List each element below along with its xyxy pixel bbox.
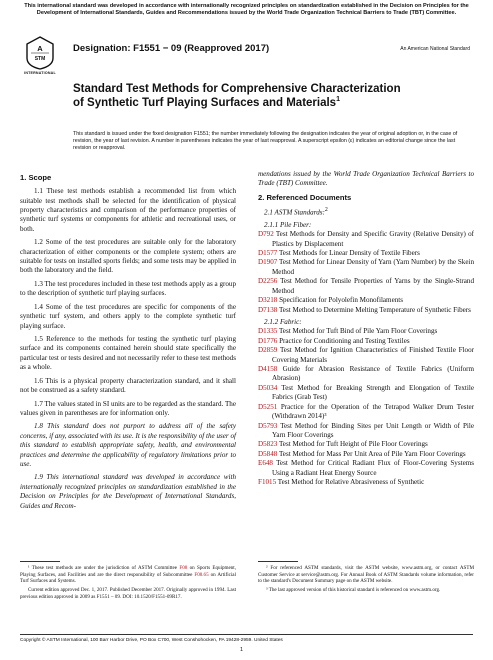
fabric-item bbox=[258, 337, 474, 346]
standard-link[interactable]: D1335 bbox=[258, 327, 278, 336]
copyright-footer: Copyright © ASTM International, 100 Barr Harbor Drive, PO Box C700, West Conshohocken, PA 19428-2959. United States bbox=[20, 638, 283, 643]
standard-title: Test Method for Relative Abrasiveness of Synthetic bbox=[276, 478, 425, 487]
standard-link[interactable]: D1907 bbox=[258, 258, 278, 267]
fabric-item bbox=[258, 459, 474, 478]
fabric-item bbox=[258, 327, 474, 336]
svg-text:STM: STM bbox=[34, 56, 46, 62]
scope-1-7: 1.7 The values stated in SI units are to be regarded as the standard. The values given in parentheses are for information only. bbox=[20, 399, 236, 417]
astm-logo bbox=[26, 36, 54, 70]
committee-link[interactable]: F08 bbox=[179, 565, 188, 571]
svg-text:A: A bbox=[37, 44, 43, 53]
footer-divider bbox=[20, 634, 473, 635]
scope-1-4: 1.4 Some of the test procedures are specific for components of the synthetic turf system, and others apply to the complete synthetic turf playing surface. bbox=[20, 302, 236, 330]
scope-1-1: 1.1 These test methods establish a recommended list from which suitable test methods shall be selected for the identification of physical property characteristics and comparison of the performance properties of synthetic turf systems or components for athletic and recreational uses, or both. bbox=[20, 187, 236, 233]
pile_fiber-item bbox=[258, 277, 474, 296]
title-footnote-mark[interactable]: 1 bbox=[336, 96, 340, 104]
standard-title: Specification for Polyolefin Monofilaments bbox=[277, 296, 404, 305]
astm-standards-label bbox=[264, 207, 474, 218]
standard-link[interactable]: D7138 bbox=[258, 305, 278, 314]
standard-link[interactable]: E648 bbox=[258, 459, 273, 468]
standard-link[interactable]: D1577 bbox=[258, 248, 278, 257]
fabric-label: 2.1.2 Fabric: bbox=[264, 317, 302, 326]
fabric-item bbox=[258, 450, 474, 459]
scope-1-8: 1.8 This standard does not purport to address all of the safety concerns, if any, associated with its use. It is the responsibility of the user of this standard to establish appropriate safety, health, and environmental practices and determine the applicability of regulatory limitations prior to use. bbox=[20, 422, 236, 469]
designation: Designation: F1551 − 09 (Reapproved 2017) bbox=[73, 43, 270, 54]
standard-link[interactable]: D5251 bbox=[258, 402, 278, 411]
footnote-3: ³ The last approved version of this historical standard is referenced on www.astm.org. bbox=[266, 587, 441, 594]
pile_fiber-item bbox=[258, 258, 474, 277]
left-column bbox=[20, 170, 236, 515]
fabric-item bbox=[258, 384, 474, 403]
footnote-1-text-c: on Artificial Turf Surfaces and Systems. bbox=[20, 571, 236, 585]
scope-1-3: 1.3 The test procedures included in these test methods apply as a group to the description of synthetic turf playing surfaces. bbox=[20, 279, 236, 298]
astm-footnote-mark[interactable]: 2 bbox=[324, 206, 328, 213]
pile-fiber-label: 2.1.1 Pile Fiber: bbox=[264, 220, 312, 229]
standard-link[interactable]: D2256 bbox=[258, 277, 278, 286]
pile_fiber-item bbox=[258, 230, 474, 249]
ans-label: An American National Standard bbox=[400, 46, 470, 52]
standard-link[interactable]: D3218 bbox=[258, 296, 278, 305]
right-column bbox=[258, 170, 474, 488]
standard-title: Test Method for Tuft Bind of Pile Yarn Floor Coverings bbox=[277, 327, 438, 336]
standard-title: Practice for Conditioning and Testing Textiles bbox=[277, 336, 410, 345]
pile_fiber-item bbox=[258, 296, 474, 305]
scope-1-9-continued: mendations issued by the World Trade Organization Technical Barriers to Trade (TBT) Committee. bbox=[258, 170, 474, 188]
astm-standards-text: 2.1 ASTM Standards: bbox=[264, 208, 325, 217]
fabric-item bbox=[258, 403, 474, 422]
standard-title: Test Methods for Linear Density of Textile Fibers bbox=[277, 248, 420, 257]
footnote-1 bbox=[20, 565, 236, 585]
pile-fiber-list bbox=[258, 230, 474, 315]
footnotes-right bbox=[258, 565, 474, 596]
standard-title: Test Method for Critical Radiant Flux of Floor-Covering Systems Using a Radiant Heat Energy Source bbox=[272, 459, 474, 477]
fabric-item bbox=[258, 365, 474, 384]
page-number: 1 bbox=[240, 647, 244, 653]
standard-link[interactable]: D792 bbox=[258, 230, 274, 239]
standard-title: Test Method for Linear Density of Yarn (Yarn Number) by the Skein Method bbox=[272, 258, 474, 276]
title-text: Standard Test Methods for Comprehensive Characterization of Synthetic Turf Playing Surfaces and Materials bbox=[73, 83, 401, 110]
fabric-item bbox=[258, 422, 474, 441]
footnote-2: ² For referenced ASTM standards, visit the ASTM website, www.astm.org, or contact ASTM Customer Service at service@astm.org. For Annual Book of ASTM Standards volume information, refer to the standard's Document Summary page on the ASTM website. bbox=[258, 565, 474, 585]
standard-title: Practice for the Operation of the Tetrapod Walker Drum Tester (Withdrawn 2014)³ bbox=[272, 402, 474, 421]
top-notice: This international standard was developed in accordance with internationally recognized principles on standardization established in the Decision on Principles for the Development of International Standards, Guides and Recommendations issued by the World Trade Organization Technical Barriers to Trade (TBT) Committee. bbox=[24, 3, 469, 17]
standard-title: Test Methods for Density and Specific Gravity (Relative Density) of Plastics by Displacement bbox=[272, 230, 474, 248]
fabric-item bbox=[258, 478, 474, 487]
scope-1-2: 1.2 Some of the test procedures are suitable only for the laboratory characterization of either components or the complete system; others are suitable for tests on installed sports fields; and some tests may be applied in both the laboratory and the field. bbox=[20, 238, 236, 275]
standard-link[interactable]: D5823 bbox=[258, 440, 278, 449]
standard-title: Test Method for Tuft Height of Pile Floor Coverings bbox=[277, 440, 428, 449]
standard-title: Test Method to Determine Melting Temperature of Synthetic Fibers bbox=[277, 305, 471, 314]
standard-link[interactable]: D4158 bbox=[258, 365, 278, 374]
pile_fiber-item bbox=[258, 249, 474, 258]
fabric-item bbox=[258, 440, 474, 449]
referenced-heading: 2. Referenced Documents bbox=[258, 192, 352, 202]
scope-heading: 1. Scope bbox=[20, 173, 52, 182]
standard-link[interactable]: D2859 bbox=[258, 346, 278, 355]
standard-title: Guide for Abrasion Resistance of Textile Fabrics (Uniform Abrasion) bbox=[272, 365, 474, 383]
issue-statement: This standard is issued under the fixed designation F1551; the number immediately following the designation indicates the year of original adoption or, in the case of revision, the year of last revision. A number in parentheses indicates the year of last reapproval. A superscript epsilon (ε) indicates an editorial change since the last revision or reapproval. bbox=[73, 131, 458, 152]
scope-1-5: 1.5 Reference to the methods for testing the synthetic turf playing surface and its components contained herein should state specifically the particular test or tests desired and not necessarily refer to these test methods as a whole. bbox=[20, 335, 236, 372]
standard-link[interactable]: D1776 bbox=[258, 336, 278, 345]
standard-title: Test Method for Binding Sites per Unit Length or Width of Pile Yarn Floor Coverings bbox=[272, 421, 474, 439]
logo-caption: INTERNATIONAL bbox=[24, 71, 56, 75]
standard-title: Test Method for Tensile Properties of Yarns by the Single-Strand Method bbox=[272, 277, 474, 295]
footnote-divider-right bbox=[258, 561, 298, 562]
fabric-item bbox=[258, 346, 474, 365]
fabric-list bbox=[258, 327, 474, 487]
standard-link[interactable]: D5793 bbox=[258, 421, 278, 430]
standard-title: Test Method for Mass Per Unit Area of Pile Yarn Floor Coverings bbox=[277, 449, 466, 458]
standard-title: Test Method for Breaking Strength and Elongation of Textile Fabrics (Grab Test) bbox=[272, 383, 474, 402]
footnote-1-edition: Current edition approved Dec. 1, 2017. Published December 2017. Originally approved in 1994. Last previous edition approved in 2009 as F1551 – 09. DOI: 10.1520/F1551-09R17. bbox=[20, 587, 236, 600]
footnote-1-text-a: ¹ These test methods are under the jurisdiction of ASTM Committee bbox=[28, 565, 180, 571]
footnote-divider-left bbox=[20, 561, 60, 562]
pile_fiber-item bbox=[258, 306, 474, 315]
footnote-1-text-b: on Sports Equipment, Playing Surfaces, and Facilities and are the direct responsibility of Subcommittee bbox=[20, 565, 236, 578]
subcommittee-link[interactable]: F08.65 bbox=[194, 571, 209, 578]
standard-link[interactable]: D5848 bbox=[258, 449, 278, 458]
scope-1-6: 1.6 This is a physical property characterization standard, and it shall not be construed as a safety standard. bbox=[20, 376, 236, 395]
standard-link[interactable]: F1015 bbox=[258, 478, 277, 487]
standard-link[interactable]: D5034 bbox=[258, 383, 278, 392]
scope-1-9: 1.9 This international standard was developed in accordance with internationally recognized principles on standardization established in the Decision on Principles for the Development of International Standards, Guides and Recom- bbox=[20, 473, 236, 510]
standard-title: Test Method for Ignition Characteristics of Finished Textile Floor Covering Materials bbox=[272, 346, 474, 364]
footnotes-left bbox=[20, 565, 236, 603]
page-title bbox=[73, 82, 403, 110]
